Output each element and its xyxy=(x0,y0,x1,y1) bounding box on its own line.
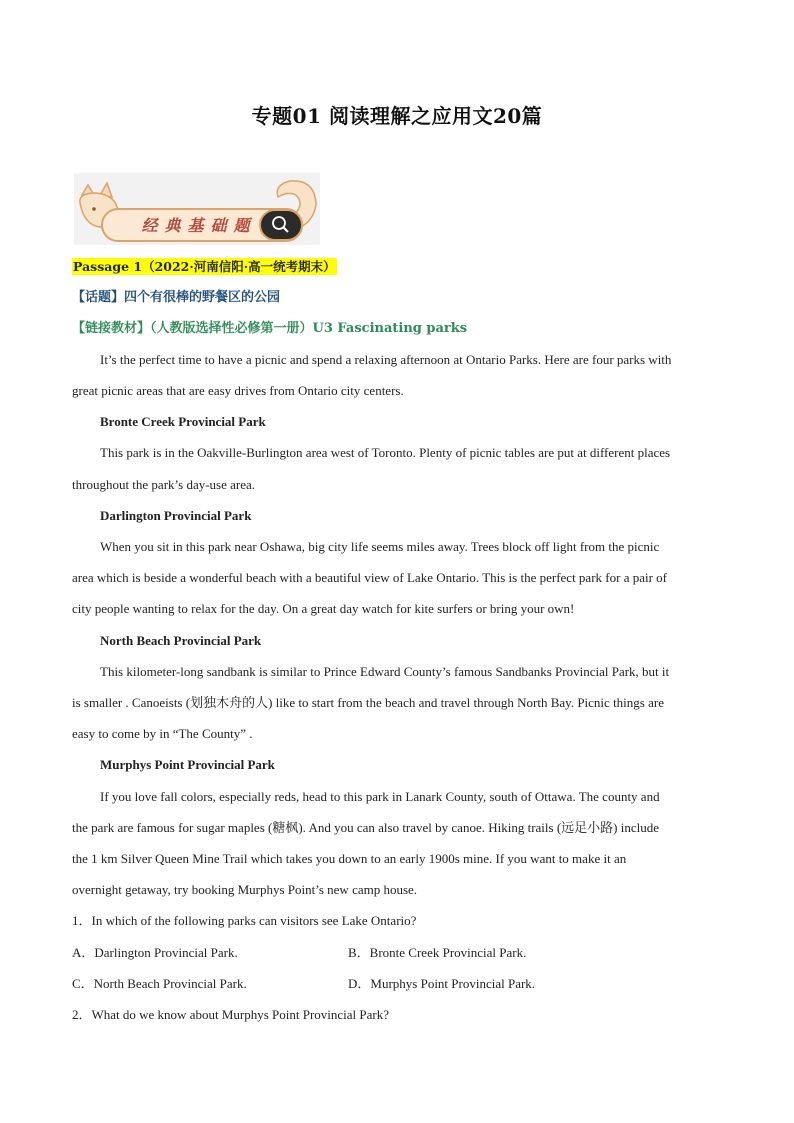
option-row xyxy=(72,944,722,962)
page-title: 专题01 阅读理解之应用文20篇 xyxy=(251,104,543,128)
link-material-line: 【链接教材】（人教版选择性必修第一册）U3 Fascinating parks xyxy=(72,321,468,336)
park-text: If you love fall colors, especially reds, head to this park in Lanark County, south of Ottawa. The county and xyxy=(100,789,660,804)
park-text: the park are famous for sugar maples (糖枫). And you can also travel by canoe. Hiking trails (远足小路) include xyxy=(72,820,659,835)
park-text: This park is in the Oakville-Burlington area west of Toronto. Plenty of picnic tables are put at different places xyxy=(100,445,671,460)
passage-tag: Passage 1（2022·河南信阳·高一统考期末） xyxy=(73,259,336,274)
topic-line: 【话题】四个有很棒的野餐区的公园 xyxy=(72,290,281,305)
park-text: area which is beside a wonderful beach with a beautiful view of Lake Ontario. This is the perfect park for a pair of xyxy=(72,570,668,585)
option-a[interactable]: A．Darlington Provincial Park. xyxy=(72,945,238,960)
park-text: easy to come by in “The County” . xyxy=(72,726,253,741)
option-c[interactable]: C．North Beach Provincial Park. xyxy=(72,976,247,991)
park-heading: North Beach Provincial Park xyxy=(100,633,262,648)
question-stem: 2．What do we know about Murphys Point Provincial Park? xyxy=(72,1007,390,1022)
park-text: When you sit in this park near Oshawa, big city life seems miles away. Trees block off light from the picnic xyxy=(100,539,660,554)
park-heading: Darlington Provincial Park xyxy=(100,508,252,523)
park-text: city people wanting to relax for the day. On a great day watch for kite surfers or bring your own! xyxy=(72,601,575,616)
option-d[interactable]: D．Murphys Point Provincial Park. xyxy=(348,976,536,991)
passage-tag-line xyxy=(72,258,722,276)
park-text: throughout the park’s day-use area. xyxy=(72,477,256,492)
park-heading: Bronte Creek Provincial Park xyxy=(100,414,266,429)
park-text: is smaller . Canoeists (划独木舟的人) like to start from the beach and travel through North Bay. Picnic things are xyxy=(72,695,664,710)
park-text: This kilometer-long sandbank is similar to Prince Edward County’s famous Sandbanks Provincial Park, but it xyxy=(100,664,670,679)
question-stem: 1．In which of the following parks can visitors see Lake Ontario? xyxy=(72,913,417,928)
banner-label: 经典基础题 xyxy=(141,216,257,235)
park-text: the 1 km Silver Queen Mine Trail which takes you down to an early 1900s mine. If you want to make it an xyxy=(72,851,627,866)
option-row xyxy=(72,975,722,993)
park-heading: Murphys Point Provincial Park xyxy=(100,757,275,772)
section-banner xyxy=(74,173,320,245)
option-b[interactable]: B．Bronte Creek Provincial Park. xyxy=(348,945,527,960)
intro-paragraph: It’s the perfect time to have a picnic and spend a relaxing afternoon at Ontario Parks. Here are four parks with xyxy=(100,352,672,367)
park-text: overnight getaway, try booking Murphys Point’s new camp house. xyxy=(72,882,418,897)
intro-paragraph-cont: great picnic areas that are easy drives from Ontario city centers. xyxy=(72,383,404,398)
